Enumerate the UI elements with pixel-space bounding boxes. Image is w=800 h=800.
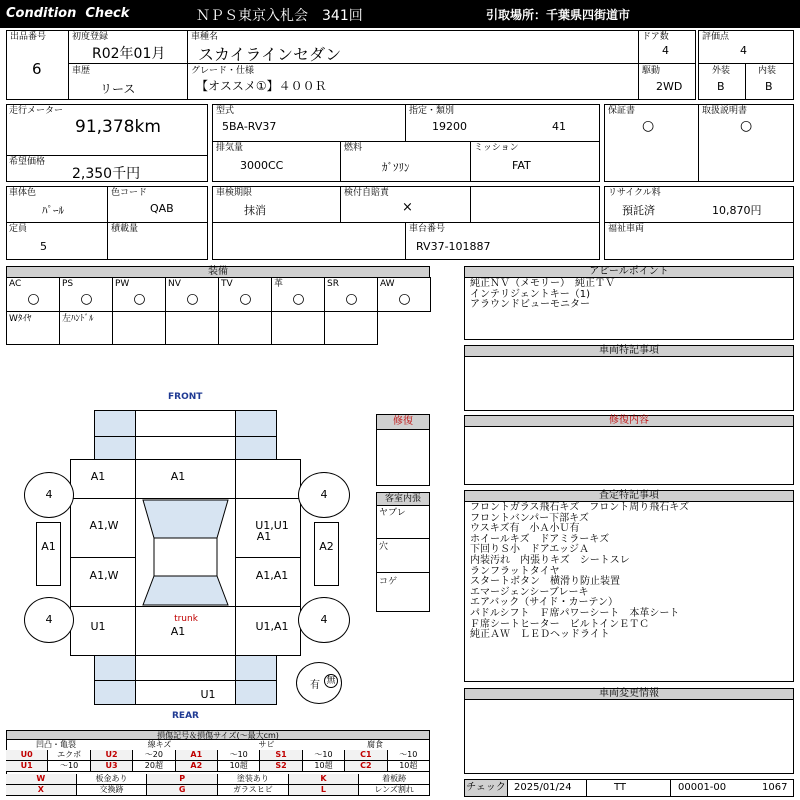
legend-groups (6, 740, 430, 750)
price-label: 希望価格 (9, 157, 46, 167)
mission-value: FAT (512, 159, 531, 172)
legend-code: U3 (91, 761, 133, 772)
first-registration-value: R02年01月 (92, 46, 166, 62)
welfare-label: 福祉車両 (608, 224, 645, 234)
legend-rows (6, 750, 430, 796)
equipment-extra-cell-4 (218, 311, 272, 345)
mission-label: ミッション (474, 143, 519, 153)
drive-value: 2WD (656, 80, 683, 93)
legend-code: K (289, 774, 360, 785)
model-label: 型式 (216, 106, 235, 116)
legend-code: C2 (345, 761, 387, 772)
equipment-mark: ○ (80, 291, 93, 307)
vehicle-change-panel (464, 688, 794, 774)
legend-code: C1 (345, 750, 387, 761)
note-line: インテリジェントキー（1) (470, 288, 591, 300)
check-label: チェック (464, 779, 508, 797)
legend-group: サビ (258, 740, 275, 749)
legend-code: G (147, 785, 218, 796)
equipment-extra-cell-3 (165, 311, 219, 345)
equipment-header: NV (168, 279, 181, 289)
legend-desc: 交換跡 (77, 785, 148, 796)
header-bar (0, 0, 800, 28)
body-color-label: 車体色 (9, 188, 37, 198)
equipment-mark: ○ (133, 291, 146, 307)
equipment-header: TV (221, 279, 233, 289)
designation-value-2: 41 (552, 120, 566, 133)
note-line: ランフラットタイヤ (470, 565, 560, 577)
legend-code: U2 (91, 750, 133, 761)
note-line: スタートボタン 横滑り防止装置 (470, 576, 620, 588)
note-line: 純正ＡＷ ＬＥＤヘッドライト (470, 629, 610, 641)
tire-front-left: 4 (24, 472, 74, 518)
right-side-panel (314, 522, 339, 586)
recycle-label: リサイクル料 (608, 188, 661, 198)
manual-label: 取扱説明書 (702, 106, 748, 116)
front-bumper-right (235, 410, 277, 460)
equipment-cell-0 (6, 277, 60, 312)
note-line: フロントガラス飛石キズ フロント周り飛石キズ (470, 502, 689, 513)
liability-value: × (402, 200, 413, 215)
front-door-left-damage: A1,W (89, 519, 119, 532)
body-color-value: ﾊﾟｰﾙ (42, 204, 64, 217)
rear-label: REAR (172, 711, 199, 721)
rear-bumper-damage: U1 (200, 688, 216, 701)
equipment-cell-2 (112, 277, 166, 312)
repair-box-title: 修復 (376, 414, 430, 430)
legend-code: L (289, 785, 360, 796)
drive-label: 駆動 (642, 66, 661, 76)
equipment-header: 革 (274, 279, 284, 289)
appeal-lines (470, 279, 615, 311)
doors-label: ドア数 (642, 32, 669, 42)
displacement-label: 排気量 (216, 143, 244, 153)
equipment-header: AW (380, 279, 395, 289)
mileage-value: 91,378km (75, 117, 161, 137)
front-bumper-left (94, 410, 136, 460)
interior-burn-label: コゲ (379, 577, 398, 587)
note-line: エマージェンシーブレーキ (470, 586, 589, 598)
legend-code: A2 (176, 761, 218, 772)
recycle-value: 10,870円 (712, 204, 762, 217)
note-line: アラウンドビューモニター (470, 299, 590, 311)
special-notes-title: 車両特記事項 (464, 345, 794, 357)
legend-desc: ～20 (133, 750, 175, 761)
inspection-notes-lines (470, 503, 689, 641)
lot-number-label: 出品番号 (10, 32, 47, 42)
legend-code: W (6, 774, 77, 785)
equipment-header: PS (62, 279, 74, 289)
designation-label: 指定・類別 (409, 106, 455, 116)
grade-label: グレード・仕様 (191, 66, 255, 76)
tire-rear-left: 4 (24, 597, 74, 643)
legend-code: S1 (260, 750, 302, 761)
score-label: 評価点 (702, 32, 730, 42)
check-number: 1067 (762, 782, 788, 793)
legend-code: P (147, 774, 218, 785)
note-line: ホイールキズ ドアミラーキズ (470, 533, 610, 545)
equipment-mark: ○ (398, 291, 411, 307)
capacity-value: 5 (40, 240, 47, 253)
legend-desc: ～10 (388, 750, 430, 761)
legend-code: U1 (6, 761, 48, 772)
legend-desc: 着板跡 (359, 774, 430, 785)
trunk-label: trunk (174, 614, 198, 624)
front-bumper-center (135, 410, 236, 460)
color-code-label: 色コード (111, 188, 148, 198)
rear-door-right-damage: A1,A1 (255, 569, 289, 582)
first-registration-label: 初度登録 (72, 32, 109, 42)
equipment-extra: 左ﾊﾝﾄﾞﾙ (62, 314, 94, 324)
equipment-extra-cell-5 (271, 311, 325, 345)
legend-desc: 10超 (303, 761, 345, 772)
legend-code: X (6, 785, 77, 796)
exterior-label: 外装 (712, 66, 731, 76)
legend-desc: 塗装あり (218, 774, 289, 785)
note-line: ウスキズ有 小Ａ小Ｕ有 (470, 523, 580, 535)
load-label: 積載量 (111, 224, 139, 234)
equipment-extra-cell-6 (324, 311, 378, 345)
interior-label: 内装 (758, 66, 777, 76)
front-left-damage: A1 (90, 470, 106, 483)
checker-initials: TT (614, 782, 627, 793)
legend-desc: ～10 (48, 761, 90, 772)
legend-desc: 10超 (218, 761, 260, 772)
left-side-damage: A1 (41, 540, 56, 553)
legend-desc: レンズ割れ (359, 785, 430, 796)
equipment-mark: ○ (186, 291, 199, 307)
model-value: 5BA-RV37 (222, 120, 277, 133)
note-line: エアバック（サイド・カーテン） (470, 597, 618, 609)
designation-value-1: 19200 (432, 120, 467, 133)
legend-desc: ～10 (218, 750, 260, 761)
rear-door-left (70, 557, 136, 607)
equipment-grid (6, 277, 430, 345)
note-line: フロントバンパー下部キズ (470, 512, 589, 524)
legend-group: 腐食 (367, 740, 383, 749)
tire-front-right: 4 (298, 472, 350, 518)
chassis-label: 車台番号 (409, 224, 446, 234)
legend-desc: 10超 (388, 761, 430, 772)
pickup-location: 引取場所：千葉県四街道市 (486, 8, 631, 22)
check-code: 00001-00 (678, 782, 727, 793)
note-line: 内装汚れ 内張りキズ シートスレ (470, 554, 630, 566)
rear-right-damage: U1,A1 (255, 620, 289, 633)
color-code-value: QAB (150, 202, 174, 215)
score-value: 4 (740, 44, 747, 57)
interior-trim-title: 客室内張 (376, 492, 430, 506)
note-line: パドルシフト Ｆ席パワーシート 本革シート (470, 607, 680, 619)
history-value: リース (100, 82, 136, 96)
exterior-value: B (717, 80, 725, 93)
equipment-mark: ○ (345, 291, 358, 307)
spare-tire-label: 有 (310, 680, 320, 691)
equipment-extra-cell-1 (59, 311, 113, 345)
trunk-damage: A1 (170, 625, 186, 638)
cabin-outline (135, 498, 236, 607)
legend-desc: 板金あり (77, 774, 148, 785)
equipment-header: SR (327, 279, 339, 289)
fuel-label: 燃料 (344, 143, 363, 153)
equipment-cell-7 (377, 277, 431, 312)
capacity-label: 定員 (9, 224, 28, 234)
lot-number-value: 6 (32, 60, 42, 78)
check-date: 2025/01/24 (514, 782, 572, 793)
appeal-title: アピールポイント (464, 266, 794, 278)
equipment-extra-cell-0 (6, 311, 60, 345)
legend-code: U0 (6, 750, 48, 761)
equipment-header: PW (115, 279, 130, 289)
vehicle-change-title: 車両変更情報 (464, 688, 794, 700)
history-label: 車歴 (72, 66, 91, 76)
legend-desc: 20超 (133, 761, 175, 772)
interior-value: B (765, 80, 773, 93)
legend-desc: ～10 (303, 750, 345, 761)
equipment-cell-3 (165, 277, 219, 312)
legend-group: 凹凸・亀裂 (36, 740, 76, 749)
fuel-value: ｶﾞｿﾘﾝ (382, 161, 410, 174)
inspection-value: 抹消 (244, 204, 266, 217)
rear-door-left-damage: A1,W (89, 569, 119, 582)
warranty-label: 保証書 (608, 106, 636, 116)
doors-value: 4 (662, 44, 669, 57)
front-door-right-damage-2: A1 (256, 530, 272, 543)
front-label: FRONT (168, 392, 203, 402)
rear-door-right (235, 557, 301, 607)
warranty-value: ○ (642, 118, 655, 134)
hood-damage: A1 (170, 470, 186, 483)
mileage-label: 走行メーター (9, 106, 64, 116)
price-value: 2,350千円 (72, 166, 141, 182)
legend-desc: ガラスヒビ (218, 785, 289, 796)
inspection-label: 車検期限 (216, 188, 253, 198)
equipment-cell-6 (324, 277, 378, 312)
inspection-notes-title: 査定特記事項 (464, 490, 794, 502)
registration-box (212, 186, 600, 260)
equipment-cell-5 (271, 277, 325, 312)
equipment-cell-4 (218, 277, 272, 312)
equipment-title: 装備 (6, 266, 430, 278)
interior-tear-label: ヤブレ (379, 508, 406, 518)
spare-tire-value: 無 (324, 674, 338, 688)
repair-content-title: 修復内容 (464, 415, 794, 427)
recycle-status: 預託済 (622, 204, 655, 217)
equipment-mark: ○ (239, 291, 252, 307)
equipment-header: AC (9, 279, 22, 289)
legend-code: A1 (176, 750, 218, 761)
interior-hole-label: 穴 (379, 542, 389, 552)
chassis-value: RV37-101887 (416, 240, 491, 253)
rear-left-damage: U1 (90, 620, 106, 633)
legend-desc: エクボ (48, 750, 90, 761)
liability-label: 検付自賠責 (344, 188, 390, 198)
auction-name: ＮＰＳ東京入札会 341回 (196, 8, 363, 24)
tire-rear-right: 4 (298, 597, 350, 643)
left-side-panel (36, 522, 61, 586)
car-name-label: 車種名 (191, 32, 219, 42)
equipment-extra-cell-2 (112, 311, 166, 345)
equipment-mark: ○ (27, 291, 40, 307)
equipment-extra: Wﾀｲﾔ (9, 314, 32, 324)
right-side-damage: A2 (319, 540, 334, 553)
displacement-value: 3000CC (240, 159, 284, 172)
legend-group: 線キズ (147, 740, 172, 749)
manual-value: ○ (740, 118, 753, 134)
equipment-cell-1 (59, 277, 113, 312)
car-name-value: スカイラインセダン (198, 45, 342, 64)
legend-title: 損傷記号＆損傷サイズ(～最大cm) (6, 730, 430, 740)
grade-value: 【オススメ①】４００Ｒ (196, 79, 327, 93)
equipment-mark: ○ (292, 291, 305, 307)
front-door-right-damage-1: U1,U1 (255, 519, 289, 532)
note-line: 純正ＮＶ（メモリー） 純正ＴＶ (470, 278, 615, 289)
note-line: Ｆ席シートヒーター ビルトインＥＴＣ (470, 618, 650, 630)
front-right-panel (235, 459, 301, 499)
note-line: 下回りＳ小 ドアエッジＡ (470, 544, 589, 556)
legend-code: S2 (260, 761, 302, 772)
report-title: Condition Check (6, 6, 130, 21)
